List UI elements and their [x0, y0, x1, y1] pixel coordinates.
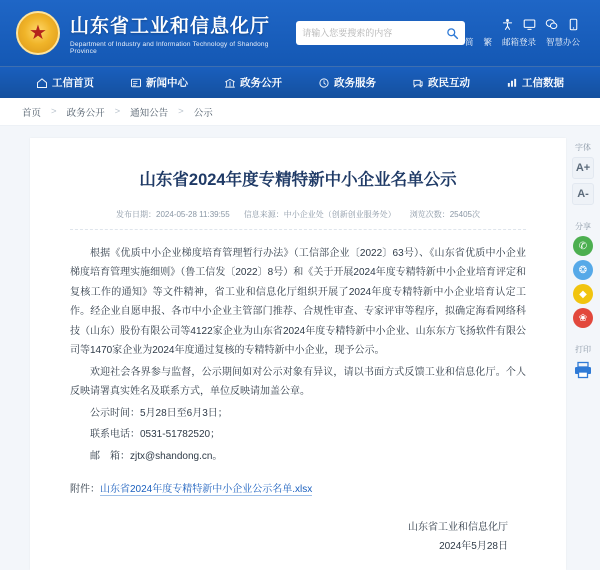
publish-date-value: 2024-05-28 11:39:55 — [156, 209, 230, 219]
emblem-star: ★ — [29, 22, 47, 44]
lang-traditional-link[interactable]: 繁 — [483, 37, 492, 47]
breadcrumb-item-notice[interactable]: 通知公告 — [130, 107, 169, 119]
source-value: 中小企业处（创新创业服务处） — [283, 209, 396, 219]
printer-icon[interactable] — [573, 361, 593, 379]
paragraph-1: 根据《优质中小企业梯度培育管理暂行办法》（工信部企业〔2022〕63号）、《山东省优质中小企业梯度培育管理实施细则》（鲁工信发〔2022〕8号）和《关于开展2024年度专精特新中小企业培育评定和复核工作的通知》等文件精神，省工业和信息化厅组织开展了2024年度专精特新中小企业培育认定工作。经企业自愿申报、各市中小企业主管部门推荐、合规性审查、专家评审等程序，拟确定海看网络科技（山东）股份有限公司等4122家企业为山东省2024年度专精特新中小企业、山东东方飞扬软件有限公司等1470家企业为2024年度通过复核的专精特新中小企业，现予公示。 — [70, 247, 526, 357]
nav-label-interaction: 政民互动 — [428, 77, 470, 89]
article-body — [70, 230, 526, 570]
wechat-share-icon[interactable]: ✆ — [573, 236, 593, 256]
nav-label-news: 新闻中心 — [146, 77, 188, 89]
home-icon — [36, 77, 48, 89]
monitor-icon[interactable] — [523, 18, 536, 31]
paragraph-5: 邮 箱：zjtx@shandong.cn。 — [90, 450, 223, 462]
nav-item-service[interactable] — [300, 75, 394, 90]
attachment-row — [70, 480, 526, 500]
breadcrumb-bar — [0, 98, 600, 126]
article-meta — [70, 209, 526, 230]
breadcrumb-item-home[interactable]: 首页 — [22, 107, 42, 119]
paragraph-3: 公示时间：5月28日至6月3日； — [90, 407, 228, 419]
content-area — [0, 126, 600, 552]
print-group-label: 打印 — [575, 345, 591, 354]
header-icon-group — [501, 18, 580, 31]
accessibility-icon[interactable] — [501, 18, 514, 31]
main-nav — [0, 66, 600, 98]
nav-label-open-gov: 政务公开 — [240, 77, 282, 89]
lang-simplified-link[interactable]: 简 — [464, 37, 474, 47]
search-input[interactable] — [302, 28, 446, 38]
service-icon — [318, 77, 330, 89]
nav-label-home: 工信首页 — [52, 77, 94, 89]
nav-item-news[interactable] — [112, 75, 206, 90]
national-emblem-icon — [16, 11, 60, 55]
breadcrumb-item-current: 公示 — [193, 107, 213, 119]
attachment-label: 附件： — [70, 484, 100, 496]
font-group-label: 字体 — [575, 143, 591, 152]
page-title: 山东省2024年度专精特新中小企业名单公示 — [139, 171, 457, 189]
wechat-icon[interactable] — [545, 18, 558, 31]
interaction-icon — [412, 77, 424, 89]
header-links — [465, 36, 580, 48]
paragraph-2: 欢迎社会各界参与监督，公示期间如对公示对象有异议，请以书面方式反馈工业和信息化厅。个人反映请署真实姓名及联系方式，单位反映请加盖公章。 — [70, 366, 526, 398]
open-gov-icon — [224, 77, 236, 89]
signature-org: 山东省工业和信息化厅 — [408, 521, 508, 533]
font-decrease-button[interactable]: A- — [572, 183, 594, 205]
data-icon — [506, 77, 518, 89]
breadcrumb-item-open-gov[interactable]: 政务公开 — [66, 107, 105, 119]
views-label: 浏览次数： — [409, 209, 450, 219]
views-value: 25405 — [449, 209, 472, 219]
search-box[interactable] — [296, 21, 465, 45]
views — [410, 209, 480, 220]
nav-item-open-gov[interactable] — [206, 75, 300, 90]
views-unit: 次 — [471, 209, 480, 219]
header-utilities — [465, 18, 584, 48]
breadcrumb-sep: > — [178, 106, 184, 117]
signature-date: 2024年5月28日 — [439, 540, 508, 552]
nav-label-service: 政务服务 — [334, 77, 376, 89]
breadcrumb-sep: > — [51, 106, 57, 117]
smart-office-link[interactable]: 智慧办公 — [545, 37, 580, 47]
nav-label-data: 工信数据 — [522, 77, 564, 89]
site-branding — [70, 11, 270, 55]
attachment-link[interactable]: 山东省2024年度专精特新中小企业公示名单.xlsx — [100, 484, 313, 496]
source — [244, 209, 396, 220]
signature-block — [70, 518, 526, 570]
news-icon — [130, 77, 142, 89]
site-name-cn: 山东省工业和信息化厅 — [70, 16, 271, 37]
breadcrumb-sep: > — [114, 106, 121, 117]
qq-share-icon[interactable]: ❂ — [573, 260, 593, 280]
side-toolbar — [566, 140, 600, 379]
nav-item-home[interactable] — [18, 75, 112, 90]
search-icon[interactable] — [446, 27, 459, 40]
mail-login-link[interactable]: 邮箱登录 — [501, 37, 536, 47]
font-increase-button[interactable]: A+ — [572, 157, 594, 179]
app-icon[interactable] — [567, 18, 580, 31]
source-label: 信息来源： — [243, 209, 284, 219]
publish-date — [116, 209, 230, 220]
site-header — [0, 0, 600, 66]
nav-item-interaction[interactable] — [394, 75, 488, 90]
share-group-label: 分享 — [575, 222, 591, 231]
publish-date-label: 发布日期： — [116, 209, 157, 219]
paragraph-4: 联系电话：0531-51782520； — [90, 429, 221, 441]
nav-item-data[interactable] — [488, 75, 582, 90]
site-name-en: Department of Industry and Information Technology of Shandong Province — [70, 41, 269, 55]
breadcrumb — [22, 105, 213, 119]
weibo-share-icon[interactable]: ❀ — [573, 308, 593, 328]
dingtalk-share-icon[interactable]: ◆ — [573, 284, 593, 304]
